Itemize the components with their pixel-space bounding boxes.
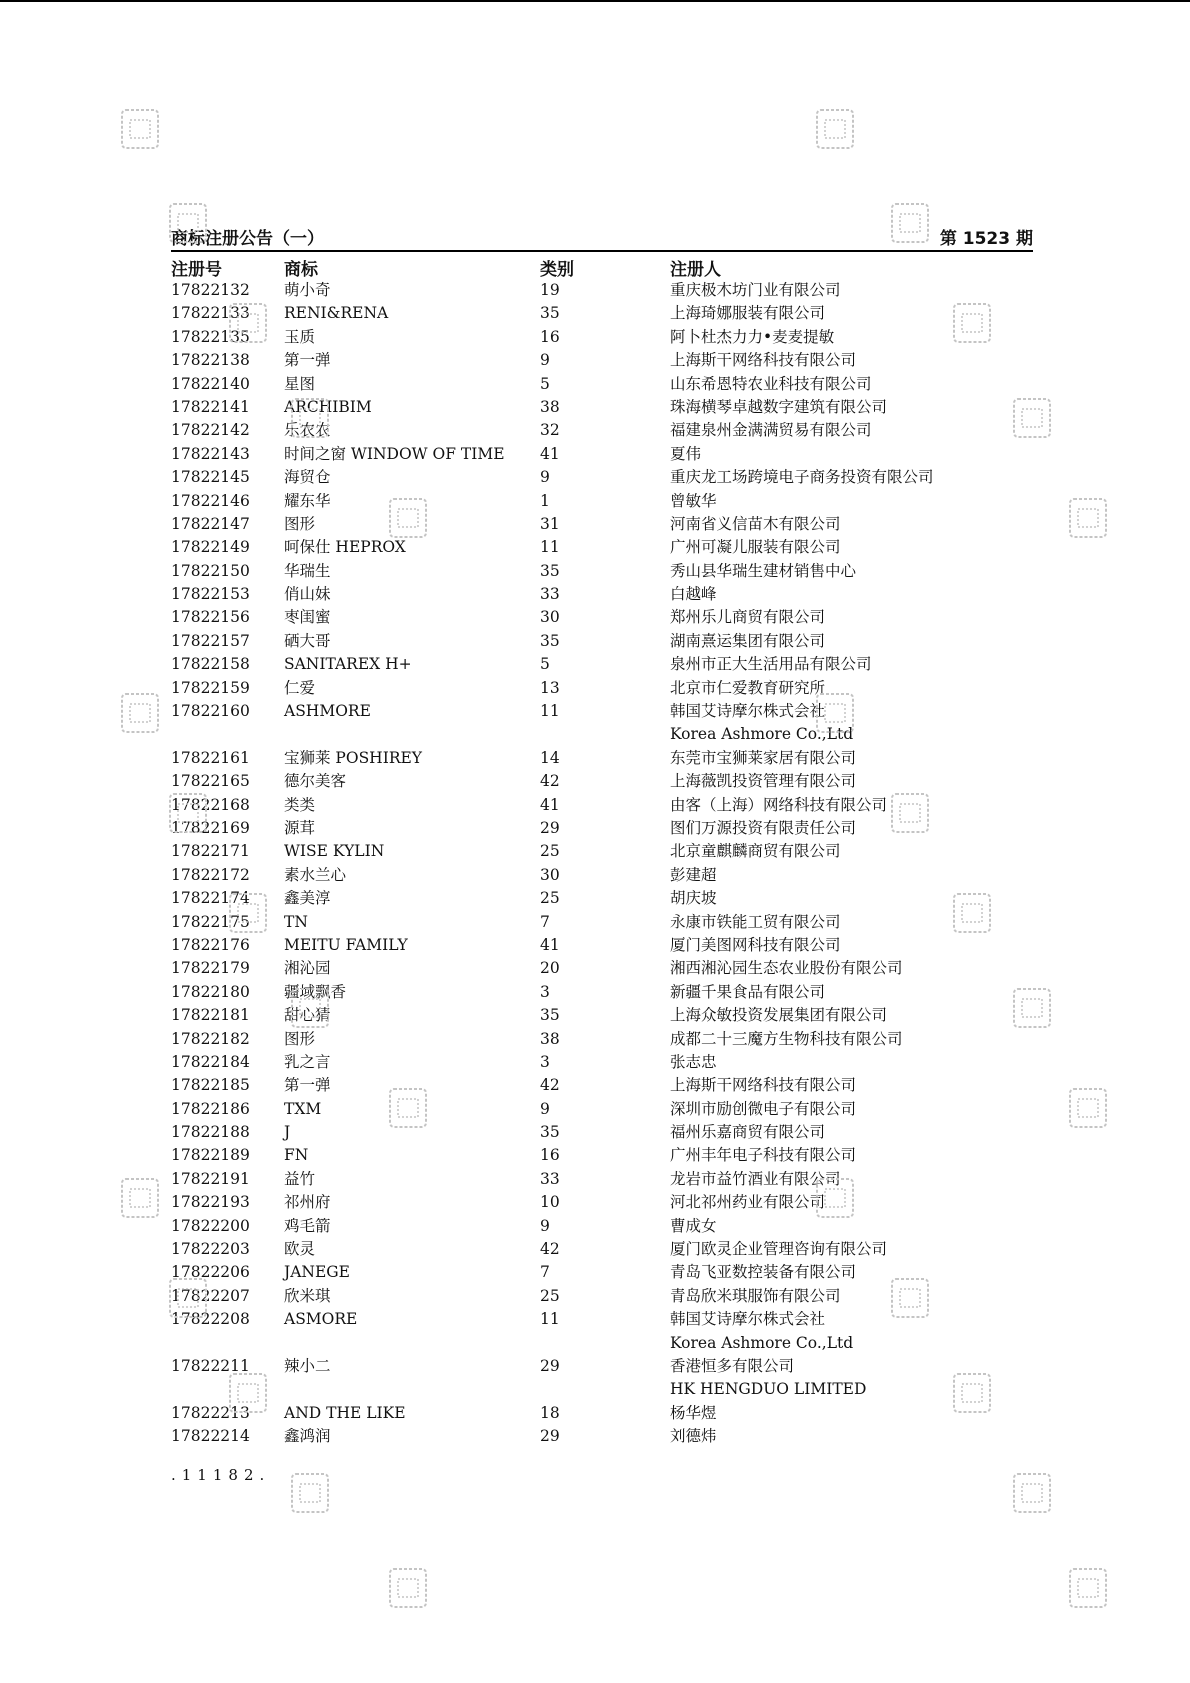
class-cell: 18 <box>540 1403 560 1422</box>
class-cell: 13 <box>540 678 560 697</box>
mark-cell: JANEGE <box>284 1263 350 1282</box>
watermark-stamp-icon <box>228 890 268 938</box>
mark-cell: 星图 <box>284 374 316 393</box>
mark-cell: 祁州府 <box>284 1193 331 1212</box>
reg-no-cell: 17822143 <box>171 444 250 463</box>
registrant-cell: 厦门美图网科技有限公司 <box>670 935 841 954</box>
registrant-cell: 上海斯干网络科技有限公司 <box>670 1076 857 1095</box>
reg-no-cell: 17822158 <box>171 655 250 674</box>
reg-no-cell: 17822156 <box>171 608 250 627</box>
reg-no-cell: 17822171 <box>171 842 250 861</box>
table-row <box>0 1425 1190 1448</box>
reg-no-cell: 17822153 <box>171 585 250 604</box>
reg-no-cell: 17822161 <box>171 748 250 767</box>
class-cell: 10 <box>540 1193 560 1212</box>
registrant-cell: 图们万源投资有限责任公司 <box>670 819 857 837</box>
table-row <box>0 326 1190 349</box>
class-cell: 7 <box>540 912 550 931</box>
table-row <box>0 1215 1190 1238</box>
reg-no-cell: 17822146 <box>171 491 250 510</box>
reg-no-cell: 17822176 <box>171 935 250 954</box>
mark-cell: 欧灵 <box>284 1240 316 1259</box>
page-title: 商标注册公告（一） <box>171 229 324 249</box>
mark-cell: 枣闺蜜 <box>284 608 331 627</box>
column-header-mark: 商标 <box>284 260 318 280</box>
watermark-stamp-icon <box>815 1175 855 1223</box>
reg-no-cell: 17822213 <box>171 1403 250 1422</box>
reg-no-cell: 17822207 <box>171 1286 250 1305</box>
mark-cell: 仁爱 <box>284 678 316 697</box>
table-row <box>0 1402 1190 1425</box>
mark-cell: FN <box>284 1146 309 1165</box>
mark-cell: 华瑞生 <box>284 561 331 580</box>
reg-no-cell: 17822214 <box>171 1427 250 1446</box>
table-row <box>0 513 1190 536</box>
watermark-stamp-icon <box>815 690 855 738</box>
reg-no-cell: 17822180 <box>171 982 250 1001</box>
reg-no-cell: 17822189 <box>171 1146 250 1165</box>
reg-no-cell: 17822175 <box>171 912 250 931</box>
registrant-en-cell: Korea Ashmore Co.,Ltd <box>670 725 854 744</box>
watermark-stamp-icon <box>1068 1085 1108 1133</box>
mark-cell: TXM <box>284 1099 322 1118</box>
class-cell: 41 <box>540 795 560 814</box>
watermark-stamp-icon <box>120 106 160 154</box>
registrant-cell: 福州乐嘉商贸有限公司 <box>670 1123 826 1142</box>
reg-no-cell: 17822150 <box>171 561 250 580</box>
registrant-cell: 上海斯干网络科技有限公司 <box>670 351 857 370</box>
column-header-class: 类别 <box>540 260 574 280</box>
class-cell: 14 <box>540 748 560 767</box>
reg-no-cell: 17822159 <box>171 678 250 697</box>
table-row <box>0 1121 1190 1144</box>
mark-cell: 乳之言 <box>284 1052 331 1071</box>
table-row <box>0 1051 1190 1074</box>
mark-cell: MEITU FAMILY <box>284 935 408 954</box>
mark-cell: 鑫鸿润 <box>284 1427 331 1446</box>
table-row <box>0 302 1190 325</box>
class-cell: 20 <box>540 959 560 978</box>
page-number: .11182. <box>171 1466 271 1484</box>
table-row <box>0 536 1190 559</box>
table-row <box>0 934 1190 957</box>
registrant-cell: 杨华煜 <box>670 1403 717 1422</box>
mark-cell: 玉质 <box>284 327 316 346</box>
watermark-stamp-icon <box>388 495 428 543</box>
mark-cell: 辣小二 <box>284 1357 331 1375</box>
reg-no-cell: 17822211 <box>171 1357 250 1375</box>
mark-cell: 甜心猜 <box>284 1006 331 1025</box>
mark-cell: 硒大哥 <box>284 631 331 650</box>
class-cell: 9 <box>540 1216 550 1235</box>
reg-no-cell: 17822168 <box>171 795 250 814</box>
watermark-stamp-icon <box>290 395 330 443</box>
mark-cell: SANITAREX H+ <box>284 655 412 674</box>
table-row <box>0 1355 1190 1402</box>
registrant-cell: 湖南熹运集团有限公司 <box>670 631 826 650</box>
reg-no-cell: 17822141 <box>171 397 250 416</box>
reg-no-cell: 17822140 <box>171 374 250 393</box>
watermark-stamp-icon <box>1012 395 1052 443</box>
class-cell: 11 <box>540 538 560 557</box>
table-row <box>0 887 1190 910</box>
table-row <box>0 700 1190 747</box>
table-row <box>0 747 1190 770</box>
table-row <box>0 560 1190 583</box>
registrant-cell: 郑州乐儿商贸有限公司 <box>670 608 826 627</box>
mark-cell: 萌小奇 <box>284 281 331 299</box>
class-cell: 11 <box>540 702 560 721</box>
class-cell: 35 <box>540 631 560 650</box>
watermark-stamp-icon <box>1068 1565 1108 1613</box>
watermark-stamp-icon <box>168 790 208 838</box>
reg-no-cell: 17822174 <box>171 889 250 908</box>
watermark-stamp-icon <box>890 790 930 838</box>
mark-cell: ASMORE <box>284 1310 358 1329</box>
watermark-stamp-icon <box>290 1470 330 1518</box>
class-cell: 35 <box>540 561 560 580</box>
registrant-cell: 山东希恩特农业科技有限公司 <box>670 374 872 393</box>
mark-cell: 图形 <box>284 1029 316 1048</box>
mark-cell: WISE KYLIN <box>284 842 385 861</box>
reg-no-cell: 17822147 <box>171 514 250 533</box>
mark-cell: 鸡毛箭 <box>284 1216 331 1235</box>
mark-cell: 类类 <box>284 795 316 814</box>
registrant-cell: 北京童麒麟商贸有限公司 <box>670 842 841 861</box>
table-row <box>0 1191 1190 1214</box>
watermark-stamp-icon <box>120 1175 160 1223</box>
class-cell: 42 <box>540 1240 560 1259</box>
class-cell: 5 <box>540 374 550 393</box>
reg-no-cell: 17822184 <box>171 1052 250 1071</box>
class-cell: 25 <box>540 889 560 908</box>
mark-cell: TN <box>284 912 308 931</box>
watermark-stamp-icon <box>120 690 160 738</box>
class-cell: 16 <box>540 1146 560 1165</box>
mark-cell: AND THE LIKE <box>284 1403 406 1422</box>
registrant-cell: 泉州市正大生活用品有限公司 <box>670 655 872 674</box>
registrant-en-cell: Korea Ashmore Co.,Ltd <box>670 1333 854 1352</box>
class-cell: 38 <box>540 1029 560 1048</box>
mark-cell: 第一弹 <box>284 351 331 370</box>
reg-no-cell: 17822203 <box>171 1240 250 1259</box>
class-cell: 11 <box>540 1310 560 1329</box>
column-header-registrant: 注册人 <box>670 260 721 280</box>
watermark-stamp-icon <box>228 1370 268 1418</box>
class-cell: 41 <box>540 935 560 954</box>
reg-no-cell: 17822208 <box>171 1310 250 1329</box>
reg-no-cell: 17822182 <box>171 1029 250 1048</box>
watermark-stamp-icon <box>890 200 930 248</box>
reg-no-cell: 17822172 <box>171 865 250 884</box>
registrant-cell: 阿卜杜杰力力•麦麦提敏 <box>670 327 835 346</box>
class-cell: 41 <box>540 444 560 463</box>
reg-no-cell: 17822206 <box>171 1263 250 1282</box>
registrant-cell: 龙岩市益竹酒业有限公司 <box>670 1169 841 1188</box>
watermark-stamp-icon <box>388 1565 428 1613</box>
mark-cell: 源茸 <box>284 819 316 837</box>
mark-cell: 海贸仓 <box>284 468 331 487</box>
class-cell: 30 <box>540 865 560 884</box>
mark-cell: 疆域飘香 <box>284 982 347 1001</box>
reg-no-cell: 17822191 <box>171 1169 250 1188</box>
class-cell: 16 <box>540 327 560 346</box>
registrant-cell: 曹成女 <box>670 1216 717 1235</box>
watermark-stamp-icon <box>168 200 208 248</box>
class-cell: 3 <box>540 1052 550 1071</box>
table-row <box>0 1168 1190 1191</box>
mark-cell: 呵保仕 HEPROX <box>284 538 406 557</box>
reg-no-cell: 17822138 <box>171 351 250 370</box>
registrant-cell: 成都二十三魔方生物科技有限公司 <box>670 1029 903 1048</box>
class-cell: 35 <box>540 1006 560 1025</box>
registrant-cell: 重庆龙工场跨境电子商务投资有限公司 <box>670 468 934 487</box>
table-row <box>0 630 1190 653</box>
mark-cell: 益竹 <box>284 1169 316 1188</box>
class-cell: 29 <box>540 819 560 837</box>
watermark-stamp-icon <box>388 1085 428 1133</box>
header-rule <box>171 250 1033 252</box>
reg-no-cell: 17822142 <box>171 421 250 440</box>
mark-cell: 俏山妹 <box>284 585 331 604</box>
registrant-cell: 胡庆坡 <box>670 889 717 908</box>
reg-no-cell: 17822149 <box>171 538 250 557</box>
class-cell: 38 <box>540 397 560 416</box>
class-cell: 5 <box>540 655 550 674</box>
registrant-cell: 由客（上海）网络科技有限公司 <box>670 795 888 814</box>
issue-number: 第 1523 期 <box>939 229 1033 249</box>
class-cell: 1 <box>540 491 550 510</box>
class-cell: 35 <box>540 304 560 323</box>
class-cell: 42 <box>540 772 560 791</box>
registrant-cell: 广州丰年电子科技有限公司 <box>670 1146 857 1165</box>
class-cell: 30 <box>540 608 560 627</box>
class-cell: 33 <box>540 1169 560 1188</box>
watermark-stamp-icon <box>952 890 992 938</box>
registrant-cell: 永康市铁能工贸有限公司 <box>670 912 841 931</box>
class-cell: 9 <box>540 468 550 487</box>
mark-cell: J <box>284 1123 291 1142</box>
registrant-cell: 彭建超 <box>670 865 717 884</box>
registrant-cell: 湘西湘沁园生态农业股份有限公司 <box>670 959 903 978</box>
registrant-cell: 东莞市宝狮莱家居有限公司 <box>670 748 857 767</box>
table-row <box>0 349 1190 372</box>
registrant-cell: 韩国艾诗摩尔株式会社 <box>670 1310 826 1329</box>
registrant-cell: 上海琦娜服装有限公司 <box>670 304 826 323</box>
table-row <box>0 840 1190 863</box>
registrant-cell: 重庆极木坊门业有限公司 <box>670 281 841 299</box>
table-row <box>0 677 1190 700</box>
registrant-en-cell: HK HENGDUO LIMITED <box>670 1380 867 1399</box>
reg-no-cell: 17822133 <box>171 304 250 323</box>
watermark-stamp-icon <box>290 985 330 1033</box>
mark-cell: 乐农农 <box>284 421 331 440</box>
reg-no-cell: 17822186 <box>171 1099 250 1118</box>
mark-cell: 素水兰心 <box>284 865 347 884</box>
registrant-cell: 曾敏华 <box>670 491 717 510</box>
table-row <box>0 466 1190 489</box>
reg-no-cell: 17822200 <box>171 1216 250 1235</box>
class-cell: 9 <box>540 351 550 370</box>
mark-cell: ASHMORE <box>284 702 371 721</box>
registrant-cell: 刘德炜 <box>670 1427 717 1446</box>
table-row <box>0 1144 1190 1167</box>
registrant-cell: 秀山县华瑞生建材销售中心 <box>670 561 857 580</box>
registrant-cell: 青岛欣米琪服饰有限公司 <box>670 1286 841 1305</box>
class-cell: 3 <box>540 982 550 1001</box>
reg-no-cell: 17822193 <box>171 1193 250 1212</box>
reg-no-cell: 17822185 <box>171 1076 250 1095</box>
watermark-stamp-icon <box>815 106 855 154</box>
top-border <box>0 0 1190 2</box>
reg-no-cell: 17822165 <box>171 772 250 791</box>
registrant-cell: 白越峰 <box>670 585 717 604</box>
class-cell: 19 <box>540 281 560 299</box>
watermark-stamp-icon <box>228 300 268 348</box>
watermark-stamp-icon <box>1012 1470 1052 1518</box>
mark-cell: 德尔美客 <box>284 772 347 791</box>
table-row <box>0 490 1190 513</box>
mark-cell: 欣米琪 <box>284 1286 331 1305</box>
class-cell: 42 <box>540 1076 560 1095</box>
class-cell: 9 <box>540 1099 550 1118</box>
reg-no-cell: 17822188 <box>171 1123 250 1142</box>
reg-no-cell: 17822160 <box>171 702 250 721</box>
column-header-reg-no: 注册号 <box>171 260 222 280</box>
registrant-cell: 广州可凝儿服装有限公司 <box>670 538 841 557</box>
registrant-cell: 河北祁州药业有限公司 <box>670 1193 826 1212</box>
reg-no-cell: 17822169 <box>171 819 250 837</box>
class-cell: 35 <box>540 1123 560 1142</box>
class-cell: 25 <box>540 842 560 861</box>
registrant-cell: 新疆千果食品有限公司 <box>670 982 826 1001</box>
registrant-cell: 福建泉州金满满贸易有限公司 <box>670 421 872 440</box>
entries-table <box>0 279 1190 1449</box>
registrant-cell: 深圳市励创微电子有限公司 <box>670 1099 857 1118</box>
table-row <box>0 1238 1190 1261</box>
table-row <box>0 864 1190 887</box>
registrant-cell: 北京市仁爱教育研究所 <box>670 678 826 697</box>
table-row <box>0 653 1190 676</box>
class-cell: 7 <box>540 1263 550 1282</box>
class-cell: 31 <box>540 514 560 533</box>
mark-cell: RENI&RENA <box>284 304 389 323</box>
class-cell: 25 <box>540 1286 560 1305</box>
mark-cell: 宝狮莱 POSHIREY <box>284 748 423 767</box>
reg-no-cell: 17822145 <box>171 468 250 487</box>
reg-no-cell: 17822157 <box>171 631 250 650</box>
table-row <box>0 279 1190 302</box>
mark-cell: 时间之窗 WINDOW OF TIME <box>284 444 505 463</box>
mark-cell: 湘沁园 <box>284 959 331 978</box>
class-cell: 29 <box>540 1427 560 1446</box>
table-row <box>0 957 1190 980</box>
mark-cell: 图形 <box>284 514 316 533</box>
watermark-stamp-icon <box>168 1275 208 1323</box>
table-row <box>0 583 1190 606</box>
watermark-stamp-icon <box>1068 495 1108 543</box>
registrant-cell: 张志忠 <box>670 1052 717 1071</box>
watermark-stamp-icon <box>1012 985 1052 1033</box>
registrant-cell: 青岛飞亚数控装备有限公司 <box>670 1263 857 1282</box>
table-row <box>0 443 1190 466</box>
reg-no-cell: 17822135 <box>171 327 250 346</box>
watermark-stamp-icon <box>890 1275 930 1323</box>
registrant-cell: 韩国艾诗摩尔株式会社 <box>670 702 826 721</box>
reg-no-cell: 17822179 <box>171 959 250 978</box>
mark-cell: 耀东华 <box>284 491 331 510</box>
mark-cell: ARCHIBIM <box>284 397 372 416</box>
registrant-cell: 夏伟 <box>670 444 702 463</box>
registrant-cell: 厦门欧灵企业管理咨询有限公司 <box>670 1240 888 1259</box>
table-row <box>0 1074 1190 1097</box>
reg-no-cell: 17822181 <box>171 1006 250 1025</box>
watermark-stamp-icon <box>952 1370 992 1418</box>
table-row <box>0 606 1190 629</box>
registrant-cell: 上海众敏投资发展集团有限公司 <box>670 1006 888 1025</box>
table-row <box>0 1098 1190 1121</box>
table-row <box>0 911 1190 934</box>
mark-cell: 第一弹 <box>284 1076 331 1095</box>
mark-cell: 鑫美淳 <box>284 889 331 908</box>
reg-no-cell: 17822132 <box>171 281 250 299</box>
table-row <box>0 373 1190 396</box>
watermark-stamp-icon <box>952 300 992 348</box>
registrant-cell: 河南省义信苗木有限公司 <box>670 514 841 533</box>
registrant-cell: 香港恒多有限公司 <box>670 1357 795 1375</box>
class-cell: 32 <box>540 421 560 440</box>
registrant-cell: 珠海横琴卓越数字建筑有限公司 <box>670 397 888 416</box>
registrant-cell: 上海薇凯投资管理有限公司 <box>670 772 857 791</box>
class-cell: 33 <box>540 585 560 604</box>
class-cell: 29 <box>540 1357 560 1375</box>
